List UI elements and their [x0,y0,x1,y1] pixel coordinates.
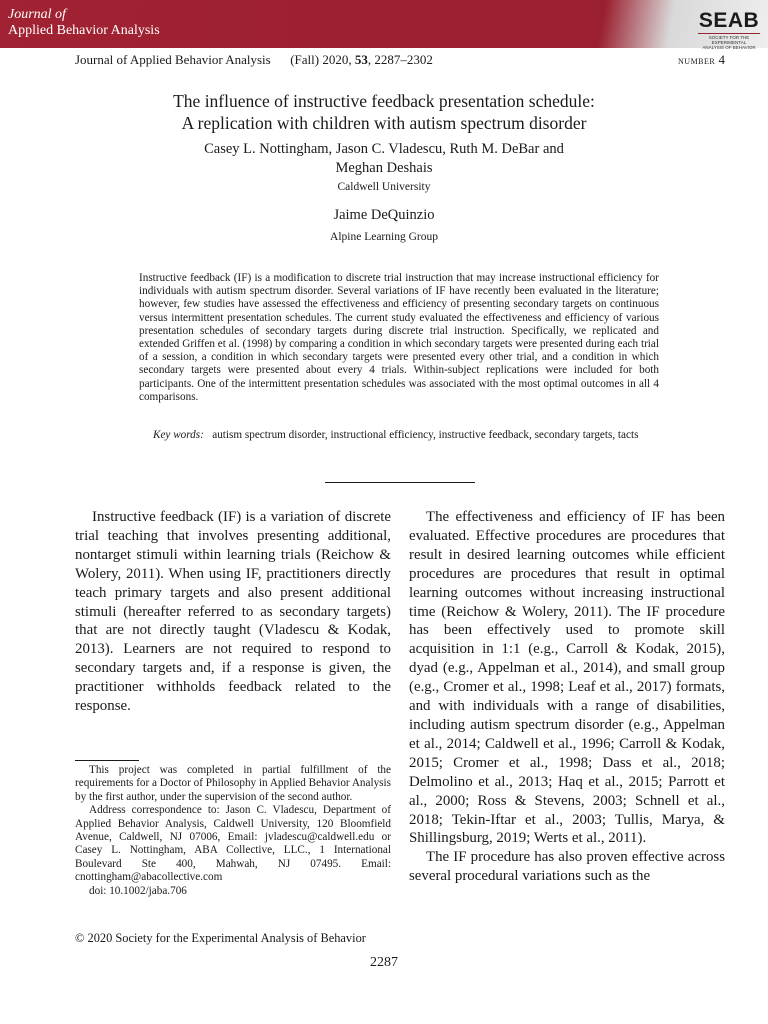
body-column-right [409,508,725,886]
seab-tagline-1: SOCIETY FOR THE EXPERIMENTAL [708,35,750,45]
running-head-issue: (Fall) 2020, [290,52,355,67]
keywords [139,429,659,443]
page-number: 2287 [370,955,398,970]
body-paragraph: Instructive feedback (IF) is a variation of discrete trial teaching that involves presenting additional, nontarget stimuli within learning trials (Reichow & Wolery, 2011). When using IF, practitioners directly teach primary targets and also present additional stimuli (hereafter referred to as secondary targets) that are not directly taught (Vladescu & Kodak, 2013). Learners are not required to respond to secondary targets and, if a response is given, the practitioner withholds feedback related to the response. [75,509,391,715]
copyright-notice: © 2020 Society for the Experimental Analysis of Behavior [75,931,366,945]
number-value: 4 [718,52,725,67]
author-list [150,140,618,178]
body-paragraph: The IF procedure has also proven effective across several procedural variations such as the [409,849,725,885]
body-column-left [75,508,391,716]
authors-line-1: Casey L. Nottingham, Jason C. Vladescu, Ruth M. DeBar and [204,141,564,157]
author-group-2: Jaime DeQuinzio [333,207,435,223]
running-head-number [678,52,725,68]
running-head-citation [75,52,433,68]
seab-logo-rule [698,33,760,34]
journal-logo-line1: Journal of [8,7,66,22]
footnote-funding: This project was completed in partial fulfillment of the requirements for a Doctor of Philosophy in Applied Behavior Analysis by the first author, under the supervision of the second author. [75,764,391,803]
seab-logo-text: SEAB [698,9,760,32]
article-title [100,90,668,134]
title-line-1: The influence of instructive feedback presentation schedule: [173,91,595,111]
number-label: number [678,53,716,67]
journal-logo [8,7,160,39]
footnote-correspondence: Address correspondence to: Jason C. Vladescu, Department of Applied Behavior Analysis, Caldwell University, 120 Bloomfield Avenue, Caldwell, NJ 07006, Email: jvladescu@caldwell.edu or Casey L. Nottingham, ABA Collective, LLC., 1 International Boulevard Ste 400, Mahwah, NJ 07495. Email: cnottingham@abacollective.com [75,804,391,884]
affiliation-2: Alpine Learning Group [330,231,438,243]
running-head-journal: Journal of Applied Behavior Analysis [75,52,271,67]
footnotes [75,764,391,898]
journal-banner [0,0,768,48]
seab-tagline-2: ANALYSIS OF BEHAVIOR [702,45,756,50]
body-paragraph: The effectiveness and efficiency of IF has been evaluated. Effective procedures are procedures that result in desired learning outcomes while efficient procedures are procedures that result in optimal learning outcomes without increasing instructional time (Reichow & Wolery, 2011). The IF procedure has been effectively used to promote skill acquisition in 1:1 (e.g., Carroll & Kodak, 2015), dyad (e.g., Appelman et al., 2014), and small group (e.g., Cromer et al., 1998; Leaf et al., 2017) formats, and with individuals with a range of disabilities, including autism spectrum disorder (e.g., Appelman et al., 2014; Caldwell et al., 1996; Carroll & Kodak, 2015; Cromer et al., 1998; Dass et al., 2018; Delmolino et al., 2013; Haq et al., 2015; Parrott et al., 2000; Ross & Stevens, 2003; Schnell et al., 2018; Tekin-Iftar et al., 2003; Tullis, Marya, & Shillingsburg, 2019; Werts et al., 2011). [409,509,725,847]
footnote-rule [75,760,139,761]
keywords-label: Key words: [153,429,204,441]
title-line-2: A replication with children with autism spectrum disorder [181,113,587,133]
running-head-volume: 53 [354,52,368,67]
keywords-list: autism spectrum disorder, instructional efficiency, instructive feedback, secondary targets, tacts [212,429,639,441]
footnote-doi: doi: 10.1002/jaba.706 [89,884,187,897]
journal-logo-line2: Applied Behavior Analysis [8,23,160,38]
section-divider [325,482,475,483]
running-head-pages: , 2287–2302 [367,52,433,67]
affiliation-1: Caldwell University [337,181,431,193]
running-head [75,52,725,70]
abstract: Instructive feedback (IF) is a modification to discrete trial instruction that may increase instructional efficiency for individuals with autism spectrum disorder. Several variations of IF have recently been evaluated in the literature; however, few studies have assessed the effectiveness and efficiency of presenting secondary targets on continuous versus intermittent presentation schedules. The current study evaluated the effectiveness and efficiency of various presentation schedules of secondary targets during discrete trial instruction. Specifically, we replicated and extended Griffen et al. (1998) by comparing a condition in which secondary targets were presented during each trial of a session, a condition in which secondary targets were presented every other trial, and a condition in which secondary targets were presented about every 4 trials. Within-subject replications were included for both participants. One of the intermittent presentation schedules was associated with the most optimal outcomes in all 4 comparisons. [139,272,659,403]
seab-logo [694,10,764,50]
authors-line-2: Meghan Deshais [335,160,433,176]
